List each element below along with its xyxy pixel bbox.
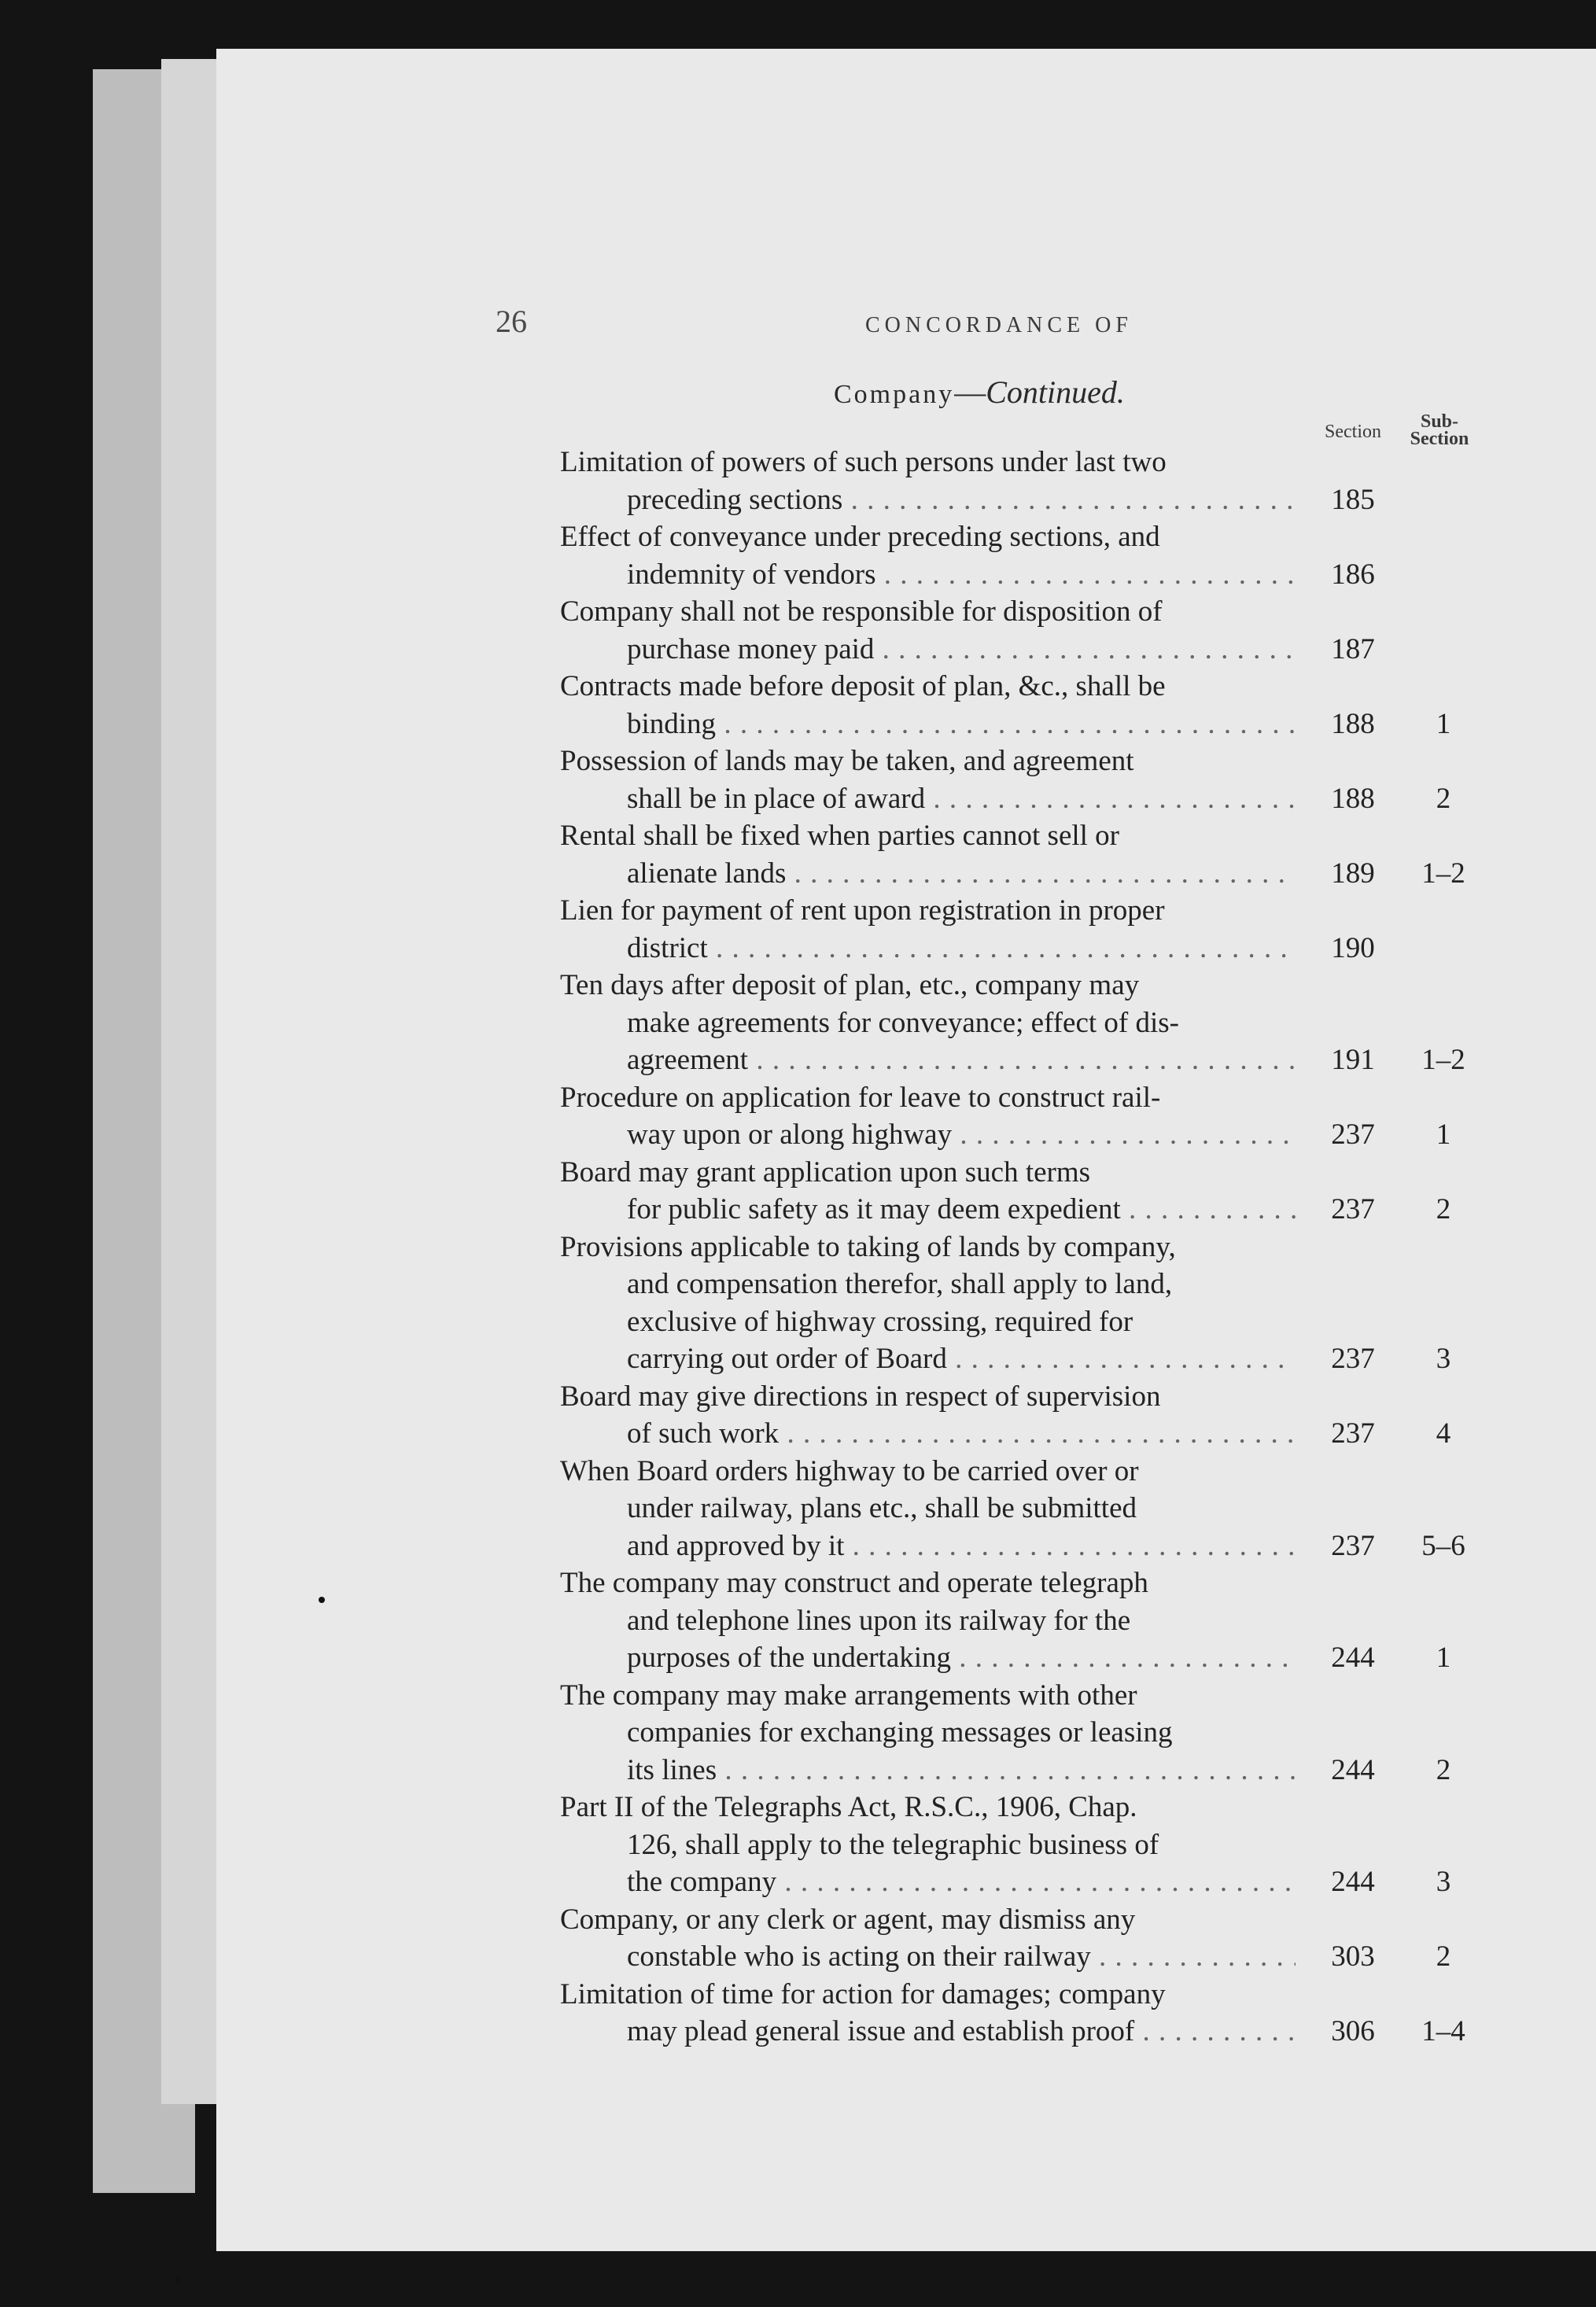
section-title (834, 374, 1125, 411)
entry-text (627, 855, 1296, 893)
entry-text-span: and approved by it . . . (627, 1530, 1296, 1562)
entry-text (560, 518, 1296, 556)
entry-text (560, 1901, 1296, 1939)
entry-line (560, 780, 1488, 818)
entry-text-span: carrying out order of Board . . . (627, 1343, 1296, 1375)
entry-line (560, 1303, 1488, 1341)
entry-line (560, 1079, 1488, 1117)
entry-line (560, 1826, 1488, 1864)
entry-line (560, 1453, 1488, 1491)
entry-text-span: constable who is acting on their railway . . . (627, 1940, 1296, 1973)
entry-text-span: Contracts made before deposit of plan, &c., shall be (560, 670, 1166, 702)
entry-text (627, 556, 1296, 594)
entry-line (560, 1639, 1488, 1677)
entry-text (627, 1004, 1296, 1042)
entry-text-span: 126, shall apply to the telegraphic business of (627, 1828, 1159, 1861)
entry-line (560, 556, 1488, 594)
entry-line (560, 1229, 1488, 1266)
subsection-number: 1 (1436, 707, 1451, 740)
entry-text-span: purposes of the undertaking . . . (627, 1642, 1296, 1674)
entry-text-span: The company may construct and operate telegraph (560, 1567, 1148, 1599)
entry-line (560, 892, 1488, 930)
concordance-entries (560, 444, 1488, 2051)
section-number: 244 (1331, 1866, 1375, 1898)
entry-text (627, 1826, 1296, 1864)
entry-line (560, 444, 1488, 481)
section-number: 185 (1331, 483, 1375, 516)
entry-text-span: Possession of lands may be taken, and agreement (560, 745, 1134, 777)
section-number: 237 (1331, 1343, 1375, 1375)
section-number: 188 (1331, 782, 1375, 815)
section-number: 187 (1331, 632, 1375, 665)
entry-line (560, 1677, 1488, 1715)
entry-text (627, 1863, 1296, 1901)
entry-line (560, 817, 1488, 855)
entry-text-span: binding . . . (627, 708, 1296, 740)
entry-text-span: Part II of the Telegraphs Act, R.S.C., 1906, Chap. (560, 1791, 1137, 1823)
section-number: 190 (1331, 931, 1375, 964)
entry-text-span: Company, or any clerk or agent, may dismiss any (560, 1903, 1136, 1936)
entry-text-span: Limitation of powers of such persons under last two (560, 446, 1167, 478)
entry-line (560, 743, 1488, 780)
entry-text (627, 1116, 1296, 1154)
concordance-entry (560, 743, 1488, 817)
entry-line (560, 1266, 1488, 1303)
entry-text (627, 1639, 1296, 1677)
subsection-number: 1–4 (1421, 2015, 1465, 2047)
entry-text (560, 668, 1296, 706)
entry-text (560, 1789, 1296, 1826)
section-title-dash: — (954, 374, 986, 410)
entry-text-span: When Board orders highway to be carried over or (560, 1454, 1139, 1487)
entry-line (560, 967, 1488, 1004)
entry-text-span: and telephone lines upon its railway for the (627, 1604, 1131, 1637)
concordance-entry (560, 892, 1488, 967)
subsection-number: 3 (1436, 1343, 1451, 1375)
entry-text (627, 1490, 1296, 1528)
entry-text (560, 1677, 1296, 1715)
entry-text (560, 817, 1296, 855)
section-number: 237 (1331, 1193, 1375, 1225)
entry-text (627, 706, 1296, 743)
entry-text-span: exclusive of highway crossing, required for (627, 1305, 1133, 1338)
entry-line (560, 1938, 1488, 1976)
entry-line (560, 1004, 1488, 1042)
subsection-number: 1–2 (1421, 1044, 1465, 1076)
entry-line (560, 1116, 1488, 1154)
section-number: 244 (1331, 1753, 1375, 1786)
column-header-subsection: Sub- Section (1410, 411, 1469, 449)
section-number: 237 (1331, 1118, 1375, 1151)
entry-line (560, 1415, 1488, 1453)
entry-text-span: companies for exchanging messages or leasing (627, 1716, 1173, 1749)
section-number: 186 (1331, 558, 1375, 591)
subsection-number: 1 (1436, 1118, 1451, 1151)
section-number: 188 (1331, 707, 1375, 740)
entry-line (560, 1976, 1488, 2014)
concordance-entry (560, 1789, 1488, 1901)
concordance-entry (560, 1677, 1488, 1789)
entry-text (627, 1191, 1296, 1229)
entry-line (560, 1863, 1488, 1901)
entry-text (627, 1266, 1296, 1303)
concordance-entry (560, 1378, 1488, 1453)
subsection-number: 5–6 (1421, 1529, 1465, 1562)
entry-text (560, 1229, 1296, 1266)
entry-text (627, 1303, 1296, 1341)
entry-text-span: indemnity of vendors . . . (627, 558, 1296, 591)
section-number: 306 (1331, 2015, 1375, 2047)
entry-line (560, 1378, 1488, 1416)
entry-text-span: shall be in place of award . . . (627, 783, 1296, 815)
entry-text-span: may plead general issue and establish proof . . . (627, 2015, 1296, 2047)
entry-text-span: The company may make arrangements with other (560, 1679, 1137, 1712)
entry-line (560, 593, 1488, 631)
entry-text (560, 1079, 1296, 1117)
entry-text-span: Lien for payment of rent upon registration in proper (560, 894, 1165, 927)
section-number: 237 (1331, 1529, 1375, 1562)
dust-speck (175, 2277, 181, 2283)
entry-text (627, 1714, 1296, 1752)
column-header-section: Section (1325, 422, 1381, 442)
entry-text-span: Company shall not be responsible for disposition of (560, 595, 1163, 628)
concordance-entry (560, 1079, 1488, 1154)
entry-text-span: its lines . . . (627, 1754, 1296, 1786)
entry-text (627, 1041, 1296, 1079)
entry-text (560, 1154, 1296, 1192)
section-title-continued: Continued. (986, 374, 1125, 410)
subsection-number: 1 (1436, 1642, 1451, 1674)
entry-line (560, 1901, 1488, 1939)
concordance-entry (560, 967, 1488, 1079)
entry-text (560, 743, 1296, 780)
concordance-entry (560, 1229, 1488, 1378)
entry-text (560, 444, 1296, 481)
concordance-entry (560, 444, 1488, 518)
entry-line (560, 1340, 1488, 1378)
entry-text-span: make agreements for conveyance; effect of dis- (627, 1006, 1179, 1039)
dust-speck (319, 1597, 325, 1603)
subsection-number: 3 (1436, 1866, 1451, 1898)
entry-text (627, 930, 1296, 967)
concordance-entry (560, 518, 1488, 593)
entry-text (560, 1976, 1296, 2014)
entry-text (627, 2013, 1296, 2051)
section-number: 303 (1331, 1940, 1375, 1973)
entry-text-span: Board may give directions in respect of supervision (560, 1380, 1161, 1413)
subsection-number: 2 (1436, 1753, 1451, 1786)
entry-text-span: Effect of conveyance under preceding sections, and (560, 521, 1160, 553)
entry-line (560, 1714, 1488, 1752)
concordance-entry (560, 593, 1488, 668)
section-number: 237 (1331, 1417, 1375, 1450)
entry-text-span: purchase money paid . . . (627, 633, 1296, 665)
subsection-number: 2 (1436, 1193, 1451, 1225)
entry-line (560, 1789, 1488, 1826)
subsection-number: 1–2 (1421, 857, 1465, 890)
section-title-name: Company (834, 380, 955, 409)
entry-text (627, 1602, 1296, 1640)
entry-line (560, 1041, 1488, 1079)
entry-text (627, 631, 1296, 669)
entry-line (560, 1752, 1488, 1789)
entry-text-span: under railway, plans etc., shall be submitted (627, 1492, 1137, 1524)
subsection-number: 2 (1436, 1940, 1451, 1973)
entry-line (560, 518, 1488, 556)
entry-text-span: Board may grant application upon such terms (560, 1155, 1091, 1189)
entry-text (560, 1378, 1296, 1416)
entry-text-span: Procedure on application for leave to construct rail- (560, 1081, 1161, 1114)
concordance-entry (560, 1901, 1488, 1976)
entry-text-span: and compensation therefor, shall apply to land, (627, 1268, 1173, 1300)
entry-text-span: Limitation of time for action for damages; company (560, 1977, 1166, 2010)
entry-text (627, 1415, 1296, 1453)
entry-line (560, 1528, 1488, 1565)
entry-text (560, 892, 1296, 930)
subsection-number: 2 (1436, 782, 1451, 815)
section-number: 191 (1331, 1044, 1375, 1076)
running-head: CONCORDANCE OF (865, 313, 1133, 337)
entry-line (560, 481, 1488, 519)
entry-text-span: Rental shall be fixed when parties cannot sell or (560, 820, 1120, 852)
entry-text (627, 1528, 1296, 1565)
entry-line (560, 631, 1488, 669)
entry-text (560, 1564, 1296, 1602)
entry-text (560, 967, 1296, 1004)
page-stack-edge-inner (161, 59, 224, 2104)
entry-text (627, 481, 1296, 519)
entry-text-span: district . . . (627, 932, 1296, 964)
entry-text-span: way upon or along highway . . . (627, 1118, 1296, 1151)
concordance-entry (560, 1976, 1488, 2051)
entry-text (627, 1752, 1296, 1789)
entry-line (560, 706, 1488, 743)
entry-text-span: agreement . . . (627, 1044, 1296, 1076)
concordance-entry (560, 817, 1488, 892)
section-number: 189 (1331, 857, 1375, 890)
concordance-entry (560, 668, 1488, 743)
entry-text-span: for public safety as it may deem expedient . . . (627, 1193, 1296, 1225)
entry-line (560, 2013, 1488, 2051)
entry-line (560, 1490, 1488, 1528)
concordance-entry (560, 1154, 1488, 1229)
entry-line (560, 1191, 1488, 1229)
entry-text-span: of such work . . . (627, 1417, 1296, 1450)
entry-line (560, 1564, 1488, 1602)
entry-text-span: the company . . . (627, 1866, 1296, 1898)
page-number: 26 (496, 304, 527, 339)
entry-line (560, 1602, 1488, 1640)
entry-text (627, 1340, 1296, 1378)
entry-line (560, 930, 1488, 967)
entry-text (560, 1453, 1296, 1491)
entry-text (627, 1938, 1296, 1976)
entry-line (560, 855, 1488, 893)
entry-text (560, 593, 1296, 631)
concordance-entry (560, 1453, 1488, 1565)
entry-line (560, 1154, 1488, 1192)
entry-text-span: Ten days after deposit of plan, etc., company may (560, 969, 1140, 1001)
entry-line (560, 668, 1488, 706)
subsection-number: 4 (1436, 1417, 1451, 1450)
section-number: 244 (1331, 1642, 1375, 1674)
concordance-entry (560, 1564, 1488, 1677)
entry-text-span: Provisions applicable to taking of lands by company, (560, 1230, 1176, 1263)
entry-text-span: preceding sections . . . (627, 484, 1296, 516)
entry-text (627, 780, 1296, 818)
entry-text-span: alienate lands . . . (627, 857, 1296, 890)
